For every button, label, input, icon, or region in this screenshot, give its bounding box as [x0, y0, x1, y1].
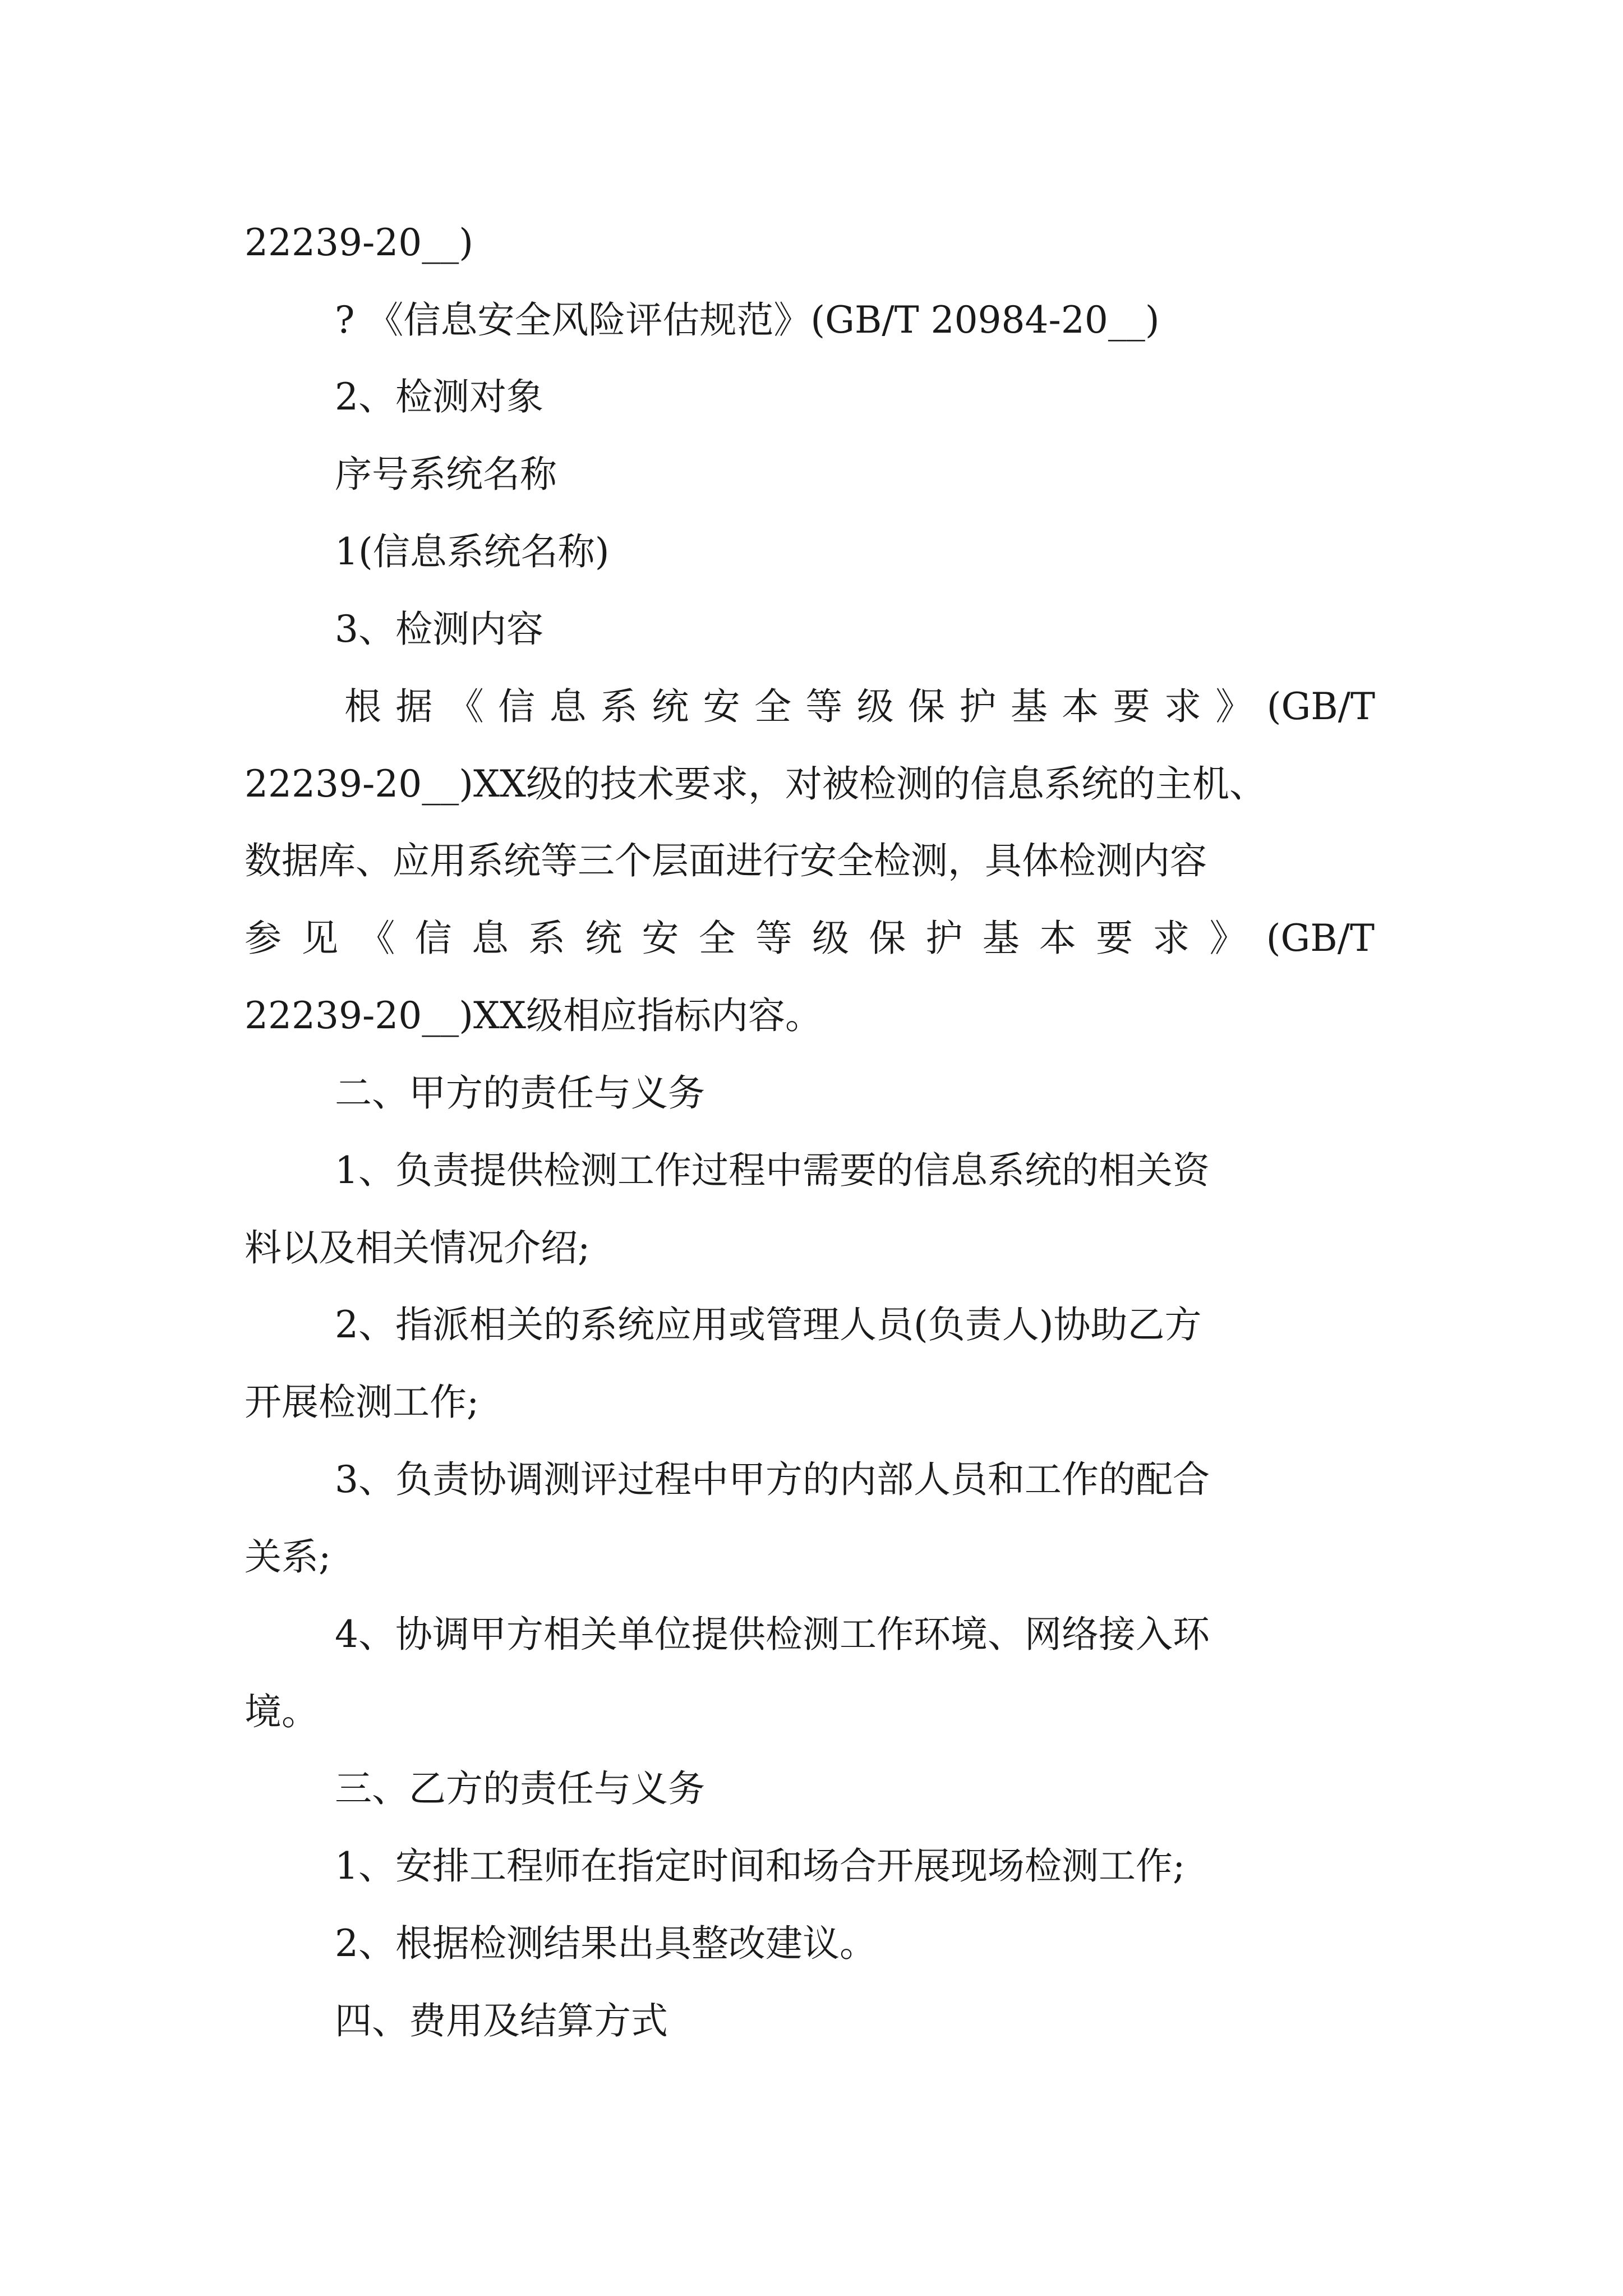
party-b-item-2: 2、根据检测结果出具整改建议。 — [335, 1922, 877, 1965]
party-a-item-4-line-1: 4、协调甲方相关单位提供检测工作环境、网络接入环 — [335, 1613, 1210, 1656]
heading-detection-content: 3、检测内容 — [335, 608, 543, 651]
party-a-item-3-line-1: 3、负责协调测评过程中甲方的内部人员和工作的配合 — [335, 1458, 1210, 1501]
heading-detection-object: 2、检测对象 — [335, 375, 543, 418]
paragraph-detection-content-line-1: 根据《信息系统安全等级保护基本要求》(GB/T — [344, 685, 1375, 728]
party-a-item-3-line-2: 关系; — [245, 1535, 331, 1579]
paragraph-detection-content-line-4: 参见《信息系统安全等级保护基本要求》(GB/T — [245, 917, 1375, 960]
table-row-line: 1(信息系统名称) — [335, 530, 610, 573]
heading-fees-and-settlement: 四、费用及结算方式 — [335, 1999, 668, 2042]
paragraph-detection-content-line-2: 22239-20__)XX级的技术要求，对被检测的信息系统的主机、 — [245, 762, 1266, 806]
table-header-line: 序号系统名称 — [335, 453, 557, 496]
party-a-item-2-line-1: 2、指派相关的系统应用或管理人员(负责人)协助乙方 — [335, 1303, 1202, 1346]
party-a-item-1-line-1: 1、负责提供检测工作过程中需要的信息系统的相关资 — [335, 1149, 1210, 1192]
paragraph-detection-content-line-5: 22239-20__)XX级相应指标内容。 — [245, 994, 822, 1037]
party-a-item-2-line-2: 开展检测工作; — [245, 1381, 479, 1424]
text-line-standard-number-continuation: 22239-20__) — [245, 221, 473, 264]
text-line-risk-assessment-standard: ? 《信息安全风险评估规范》(GB/T 20984-20__) — [335, 298, 1160, 342]
party-b-item-1: 1、安排工程师在指定时间和场合开展现场检测工作; — [335, 1844, 1186, 1888]
heading-party-a-responsibilities: 二、甲方的责任与义务 — [335, 1071, 705, 1115]
party-a-item-4-line-2: 境。 — [245, 1690, 319, 1733]
party-a-item-1-line-2: 料以及相关情况介绍; — [245, 1226, 591, 1269]
heading-party-b-responsibilities: 三、乙方的责任与义务 — [335, 1767, 705, 1810]
paragraph-detection-content-line-3: 数据库、应用系统等三个层面进行安全检测，具体检测内容 — [245, 839, 1207, 882]
